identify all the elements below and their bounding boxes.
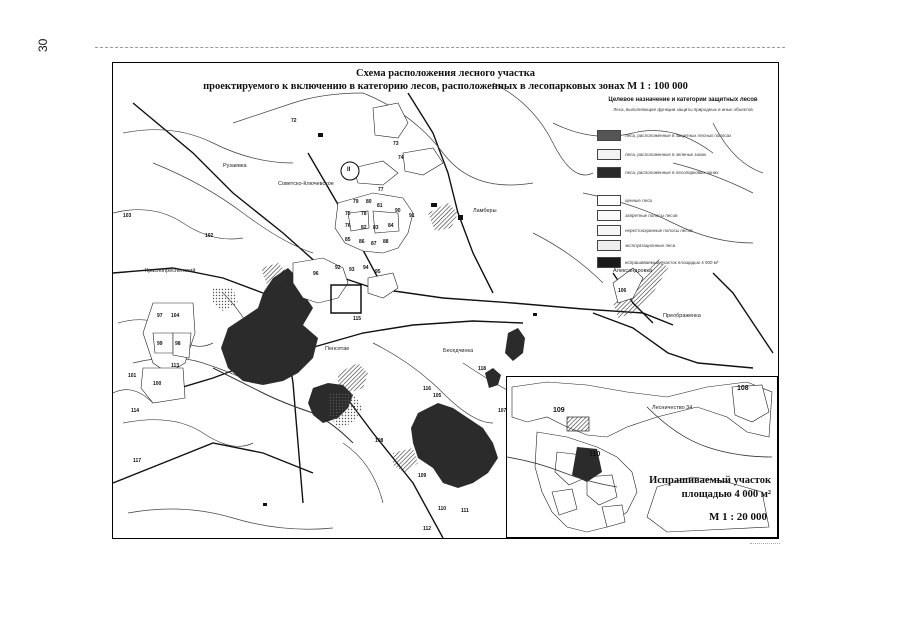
quarter-number: 96 (313, 271, 319, 277)
legend-item (597, 130, 775, 141)
place-label-ruzaevka: Рузаевка (223, 163, 247, 169)
quarter-number: 80 (366, 199, 372, 205)
quarter-number: 108 (375, 438, 384, 444)
legend-swatch (597, 149, 621, 160)
quarter-number: 101 (128, 373, 137, 379)
scan-artifact-dash (750, 543, 780, 544)
legend-item (597, 167, 775, 178)
legend-item (597, 149, 775, 160)
quarter-number: 110 (438, 506, 447, 512)
quarter-number: 85 (345, 237, 351, 243)
quarter-number: 112 (423, 526, 432, 532)
quarter-number: 91 (409, 213, 415, 219)
legend-swatch (597, 225, 621, 236)
quarter-number: 99 (157, 341, 163, 347)
quarter-number: 75 (345, 211, 351, 217)
inset-quarter-number: 109 (553, 407, 565, 414)
quarter-number: 95 (375, 269, 381, 275)
map-title-line1: Схема расположения лесного участка (356, 68, 535, 79)
quarter-number: 77 (378, 187, 384, 193)
place-label-sovetsko: Советско-Ключевское (278, 181, 334, 187)
inset-caption-line2: площадью 4 000 м² (681, 489, 771, 500)
quarter-number: 115 (353, 316, 362, 322)
legend-label: запретные полосы лесов (625, 213, 678, 218)
scan-artifact-line (95, 47, 785, 48)
quarter-number: 117 (133, 458, 142, 464)
legend-label: ценные леса (625, 198, 652, 203)
legend-label: эксплуатационные леса (625, 243, 676, 248)
quarter-number: 83 (373, 225, 379, 231)
legend-item (597, 225, 775, 236)
quarter-number: 84 (388, 223, 394, 229)
quarter-number: 103 (123, 213, 132, 219)
quarter-number: 111 (461, 508, 469, 514)
legend-swatch (597, 240, 621, 251)
quarter-number: 105 (433, 393, 442, 399)
quarter-number: 81 (377, 203, 383, 209)
legend-swatch (597, 130, 621, 141)
inset-quarter-number: 108 (737, 385, 749, 392)
quarter-number: 94 (363, 265, 369, 271)
quarter-number: 114 (131, 408, 140, 414)
map-title-line2: проектируемого к включению в категорию лесов, расположенных в лесопарковых зонах М 1 : 100 000 (203, 81, 688, 92)
inset-scale: М 1 : 20 000 (708, 511, 767, 523)
inset-area-label: Лесничество 34 (652, 405, 693, 411)
inset-map (506, 376, 778, 538)
quarter-number: 116 (423, 386, 432, 392)
quarter-number: 76 (345, 223, 351, 229)
quarter-number: 93 (349, 267, 355, 273)
quarter-number: 109 (418, 473, 427, 479)
quarter-number: 104 (171, 313, 180, 319)
quarter-number: 86 (359, 239, 365, 245)
place-label-lambery: Ламберы (473, 208, 497, 214)
inset-quarter-number: 110 (589, 451, 601, 458)
quarter-number: 97 (157, 313, 163, 319)
quarter-parcels (141, 103, 643, 403)
legend-subheading: Леса, выполняющие функции защиты природных и иных объектов (613, 107, 753, 112)
legend-swatch (597, 257, 621, 268)
quarter-number: 98 (175, 341, 181, 347)
quarter-number: 100 (153, 381, 162, 387)
legend-item (597, 240, 775, 251)
legend-item (597, 257, 775, 268)
quarter-number: 90 (395, 208, 401, 214)
quarter-number: 106 (618, 288, 627, 294)
place-label-preobrazhenka: Преображенка (663, 313, 701, 319)
quarter-number: 72 (291, 118, 297, 124)
legend-item (597, 195, 775, 206)
map-legend (593, 97, 773, 277)
legend-item (597, 210, 775, 221)
place-label-krasnopresnensky: Краснопресненский (145, 268, 196, 274)
quarter-number: 113 (171, 363, 180, 369)
map-frame (112, 62, 779, 539)
legend-label: леса, расположенные в лесопарковых зонах (625, 170, 719, 175)
quarter-number: 73 (393, 141, 399, 147)
legend-swatch (597, 195, 621, 206)
quarter-number: 102 (205, 233, 214, 239)
legend-label: испрашиваемый участок площадью 4 000 м² (625, 260, 719, 265)
quarter-number: 74 (398, 155, 404, 161)
quarter-number: 88 (383, 239, 389, 245)
quarter-number: 87 (371, 241, 377, 247)
quarter-number: 118 (478, 366, 487, 372)
legend-heading: Целевое назначение и категории защитных лесов (608, 97, 758, 103)
inset-caption (649, 474, 771, 502)
quarter-number: 107 (498, 408, 507, 414)
quarter-number: 78 (361, 211, 367, 217)
legend-label: леса, расположенные в защитных лесных полосах (625, 133, 732, 138)
legend-label: нерестоохранные полосы лесов (625, 228, 693, 233)
legend-swatch (597, 210, 621, 221)
marker-numeral: II (347, 167, 351, 173)
quarter-number: 92 (335, 265, 341, 271)
place-label-besednaya: Беседчинка (443, 348, 474, 354)
quarter-number: 82 (361, 225, 367, 231)
page-number: 30 (36, 38, 50, 52)
inset-caption-line1: Испрашиваемый участок (649, 475, 771, 486)
legend-swatch (597, 167, 621, 178)
place-label-pensyatae: Пенсятае (325, 346, 350, 352)
legend-label: леса, расположенные в зеленых зонах (625, 152, 707, 157)
place-label-aleksandrovka: Александровка (613, 268, 653, 274)
quarter-number: 79 (353, 199, 359, 205)
